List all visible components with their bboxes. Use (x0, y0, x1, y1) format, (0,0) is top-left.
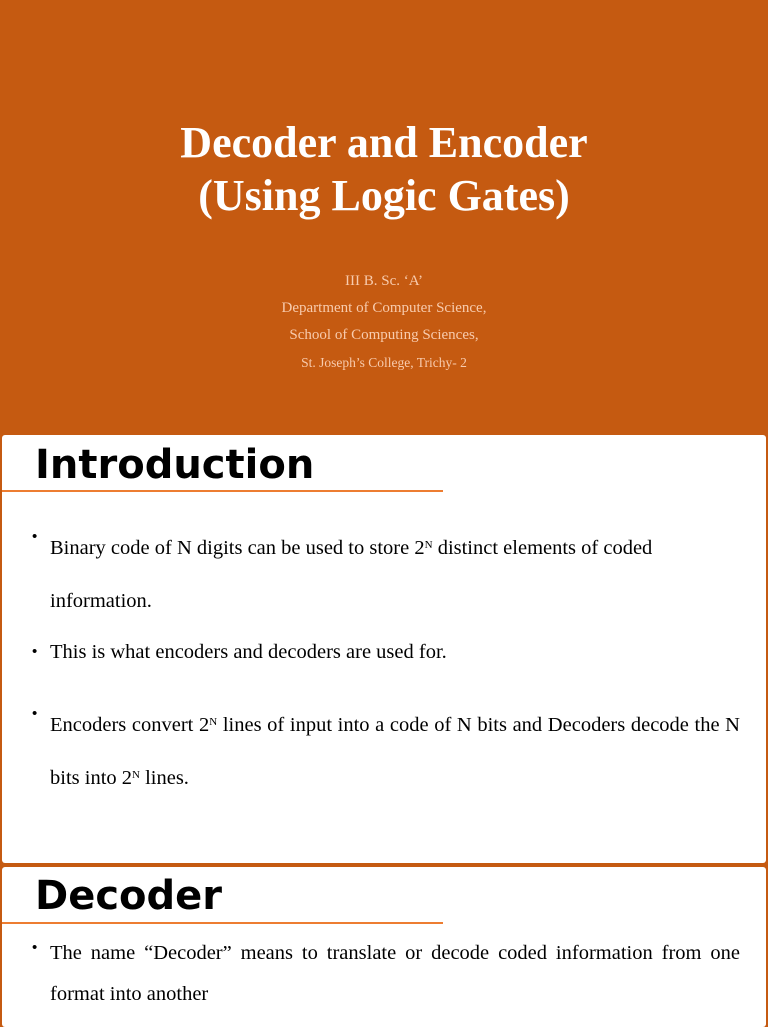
heading-underline (2, 490, 443, 492)
subtitle-school: School of Computing Sciences, (289, 327, 479, 343)
bullet-item (32, 699, 740, 805)
decoder-heading: Decoder (35, 873, 223, 919)
bullet-text: This is what encoders and decoders are used for. (50, 641, 447, 663)
bullet-icon: • (32, 528, 38, 545)
heading-underline (2, 922, 443, 924)
introduction-slide (2, 435, 766, 863)
bullet-icon: • (32, 705, 38, 722)
presentation-subtitle (0, 268, 768, 376)
bullet-text: The name “Decoder” means to translate or decode coded information from one format into another (50, 942, 740, 1005)
bullet-item (32, 637, 740, 667)
title-line-2: (Using Logic Gates) (198, 171, 570, 220)
subtitle-department: Department of Computer Science, (281, 300, 487, 316)
subtitle-college: St. Joseph’s College, Trichy- 2 (301, 355, 467, 370)
bullet-icon: • (32, 939, 38, 956)
bullet-text: Binary code of N digits can be used to store $2^N$ distinct elements of coded information. (50, 537, 653, 612)
decoder-slide (2, 867, 766, 1027)
bullet-item (32, 933, 740, 1015)
subtitle-class: III B. Sc. ‘A’ (345, 273, 423, 289)
bullet-text: Encoders convert $2^N$ lines of input into a code of N bits and Decoders decode the N bits into $2^N$ lines. (50, 714, 740, 789)
bullet-item (32, 522, 740, 628)
bullet-icon: • (32, 643, 38, 660)
presentation-title (0, 116, 768, 222)
introduction-heading: Introduction (35, 442, 315, 488)
title-slide (0, 0, 768, 434)
title-line-1: Decoder and Encoder (180, 118, 588, 167)
